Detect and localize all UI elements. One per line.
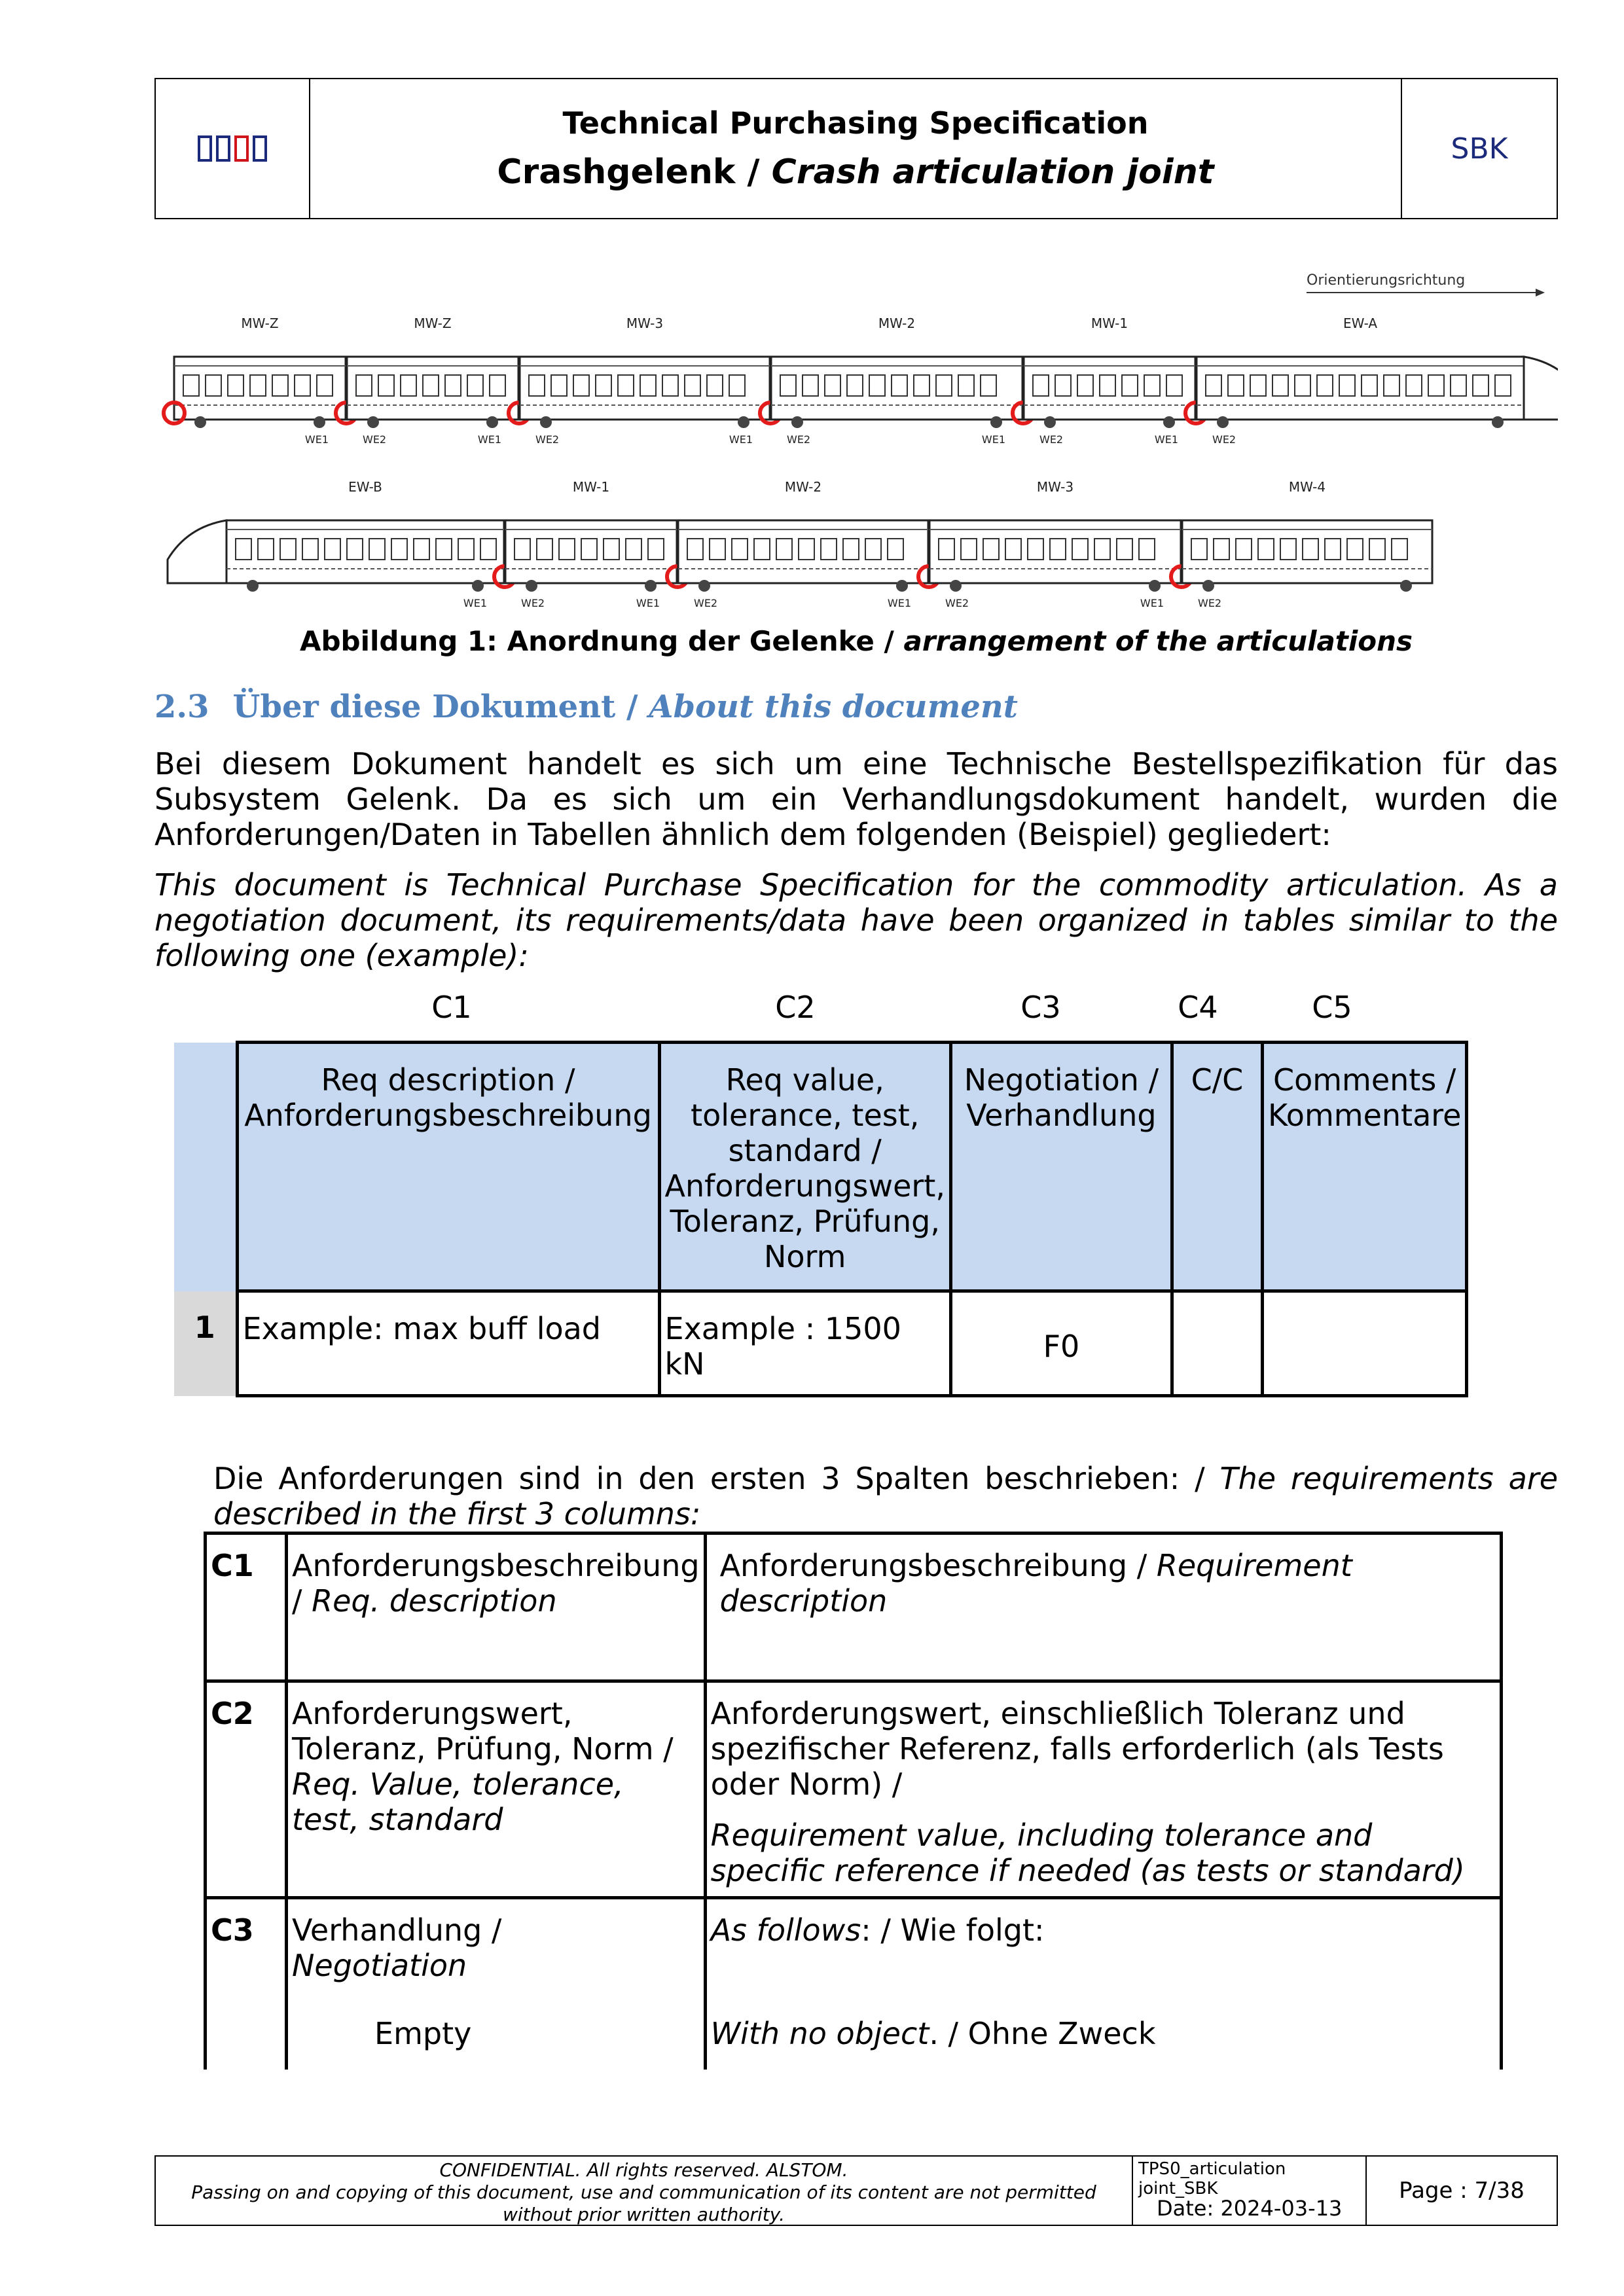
paragraph-de: Bei diesem Dokument handelt es sich um eine Technische Bestellspezifikation für das Subsystem Gelenk. Da es sich um ein Verhandlungsdokument handelt, wurden die Anforderungen/Daten in Tabellen ähnlich dem folgenden (Beispiel) gegliedert: — [154, 746, 1558, 852]
joint-label: WE1 — [1140, 597, 1164, 609]
car-window — [436, 539, 452, 560]
wheel — [645, 580, 657, 592]
joint-label: WE2 — [521, 597, 545, 609]
car-window — [843, 539, 859, 560]
joint-label: WE2 — [787, 433, 811, 446]
paragraph-en: This document is Technical Purchase Specification for the commodity articulation. As a negotiation document, its requirements/data have been organized in tables similar to the following one (example): — [154, 867, 1558, 973]
train-upper — [164, 315, 1558, 446]
car-window — [1100, 375, 1115, 396]
joint-label: WE1 — [477, 433, 501, 446]
car-window — [228, 375, 244, 396]
wheel — [950, 580, 962, 592]
car-window — [710, 539, 725, 560]
car-window — [1139, 539, 1155, 560]
car-label: MW-1 — [1091, 315, 1128, 331]
car-window — [1392, 539, 1407, 560]
car-window — [1072, 539, 1088, 560]
car-window — [1280, 539, 1296, 560]
table-row — [174, 1291, 1467, 1396]
column-description-table — [204, 1532, 1503, 2070]
car-window — [317, 375, 333, 396]
example-requirement-table — [174, 1041, 1468, 1397]
car-window — [1122, 375, 1138, 396]
car-window — [1347, 539, 1363, 560]
page-number: Page : 7/38 — [1399, 2178, 1525, 2204]
car-window — [414, 539, 429, 560]
car-window — [1077, 375, 1093, 396]
wheel — [698, 580, 710, 592]
car-label: MW-1 — [572, 479, 610, 495]
wheel — [247, 580, 259, 592]
car-window — [559, 539, 575, 560]
cab-nose — [168, 520, 226, 583]
column-name-en: Req. description — [312, 1583, 557, 1619]
car-window — [272, 375, 288, 396]
joint-label: WE2 — [363, 433, 387, 446]
cell-c4 — [1172, 1291, 1262, 1396]
header-req-value: Req value, tolerance, test, standard / Anforderungswert, Toleranz, Prüfung, Norm — [659, 1043, 950, 1291]
car-window — [302, 539, 318, 560]
car-window — [1406, 375, 1422, 396]
cab-nose — [1524, 357, 1558, 420]
column-description — [705, 1681, 1501, 1898]
car-window — [1369, 539, 1385, 560]
table-header-row — [174, 1043, 1467, 1291]
car-window — [551, 375, 567, 396]
joint-label: WE1 — [1154, 433, 1178, 446]
column-name-en: Negotiation — [292, 1948, 467, 1983]
section-heading — [154, 689, 1018, 725]
row-number: 1 — [174, 1291, 237, 1396]
column-name-de: Anforderungswert, Toleranz, Prüfung, Norm / — [292, 1696, 674, 1767]
car-window — [729, 375, 745, 396]
table-row — [206, 1898, 1502, 2070]
logo-square-red — [234, 135, 249, 162]
section-title-de: Über diese Dokument / — [232, 689, 649, 725]
car-window — [1005, 539, 1021, 560]
column-label: C3 — [1020, 990, 1061, 1025]
car-window — [936, 375, 952, 396]
car-window — [892, 375, 907, 396]
car-window — [604, 539, 619, 560]
car-window — [685, 375, 700, 396]
car-window — [1144, 375, 1160, 396]
figure-caption — [154, 625, 1558, 657]
page-header — [154, 78, 1558, 219]
train-diagram — [154, 259, 1558, 612]
car-window — [1228, 375, 1244, 396]
column-name-en: Req. Value, tolerance, test, standard — [292, 1767, 624, 1837]
wheel — [1217, 416, 1229, 428]
column-description-en: Requirement description — [719, 1548, 1352, 1619]
column-name — [287, 1534, 706, 1681]
car-window — [490, 375, 505, 396]
car-window — [581, 539, 597, 560]
car-window — [869, 375, 885, 396]
wheel — [1163, 416, 1175, 428]
column-id: C1 — [206, 1534, 287, 1681]
car-window — [732, 539, 748, 560]
wheel — [738, 416, 749, 428]
figure-caption-de: Abbildung 1: Anordnung der Gelenke / — [299, 625, 904, 657]
car-window — [1451, 375, 1466, 396]
car-window — [648, 539, 664, 560]
table-row — [206, 1681, 1502, 1898]
car-window — [1050, 539, 1066, 560]
train-lower — [168, 479, 1432, 609]
car-window — [1362, 375, 1377, 396]
car-window — [1236, 539, 1252, 560]
car-window — [1258, 539, 1274, 560]
wheel — [540, 416, 552, 428]
joint-label: WE2 — [535, 433, 560, 446]
header-comments: Comments / Kommentare — [1262, 1043, 1467, 1291]
document-name: TPS0_articulation joint_SBK — [1138, 2159, 1286, 2198]
joint-label: WE2 — [1198, 597, 1222, 609]
negotiation-option-de: . / Ohne Zweck — [929, 2016, 1156, 2051]
wheel — [791, 416, 803, 428]
car-window — [618, 375, 634, 396]
joint-label: WE2 — [694, 597, 718, 609]
joint-label: WE2 — [945, 597, 969, 609]
wheel — [1202, 580, 1214, 592]
car-label: EW-B — [348, 479, 382, 495]
car-window — [1495, 375, 1511, 396]
column-label: C2 — [775, 990, 816, 1025]
wheel — [314, 416, 325, 428]
car-window — [626, 539, 641, 560]
car-window — [423, 375, 439, 396]
car-window — [662, 375, 678, 396]
car-window — [1214, 539, 1229, 560]
columns-intro-de: Die Anforderungen sind in den ersten 3 Spalten beschrieben: / — [213, 1461, 1220, 1496]
car-label: MW-3 — [1036, 479, 1074, 495]
wheel — [194, 416, 206, 428]
header-cc: C/C — [1172, 1043, 1262, 1291]
car-window — [467, 375, 483, 396]
wheel — [367, 416, 379, 428]
car-window — [596, 375, 611, 396]
car-window — [401, 375, 416, 396]
confidentiality-notice — [156, 2157, 1133, 2225]
car-window — [325, 539, 340, 560]
joint-label: WE1 — [463, 597, 487, 609]
page-footer — [154, 2155, 1558, 2226]
car-window — [378, 375, 394, 396]
car-window — [780, 375, 796, 396]
car-window — [1250, 375, 1266, 396]
column-id: C2 — [206, 1681, 287, 1898]
car-window — [206, 375, 221, 396]
wheel — [990, 416, 1002, 428]
car-window — [1295, 375, 1310, 396]
articulation-figure — [154, 259, 1558, 612]
alstom-logo — [156, 79, 310, 218]
wheel — [1044, 416, 1056, 428]
car-window — [958, 375, 974, 396]
car-label: MW-4 — [1288, 479, 1326, 495]
car-label: MW-Z — [414, 315, 452, 331]
column-name-de: Anforderungsbeschreibung / — [292, 1548, 700, 1619]
car-window — [514, 539, 530, 560]
confidential-line: CONFIDENTIAL. All rights reserved. ALSTOM. — [439, 2159, 848, 2181]
car-window — [939, 539, 954, 560]
joint-label: WE1 — [304, 433, 329, 446]
doc-subject-en: Crash articulation joint — [771, 152, 1214, 192]
cell-c5 — [1262, 1291, 1467, 1396]
car-window — [1428, 375, 1444, 396]
column-id: C3 — [206, 1898, 287, 2070]
car-window — [888, 539, 903, 560]
car-window — [236, 539, 251, 560]
car-window — [825, 375, 840, 396]
column-description-en: As follows — [710, 1912, 861, 1948]
car-window — [865, 539, 881, 560]
column-name — [287, 1681, 706, 1898]
car-window — [776, 539, 792, 560]
direction-label: Orientierungsrichtung — [1307, 272, 1466, 289]
car-window — [961, 539, 977, 560]
joint-label: WE2 — [1039, 433, 1064, 446]
wheel — [1149, 580, 1161, 592]
logo-square — [253, 135, 267, 162]
confidential-line: without prior written authority. — [502, 2204, 785, 2225]
car-window — [1325, 539, 1341, 560]
car-window — [914, 375, 929, 396]
car-window — [1303, 539, 1318, 560]
column-label: C5 — [1312, 990, 1352, 1025]
wheel — [896, 580, 908, 592]
column-description-en: Requirement value, including tolerance and specific reference if needed (as tests or standard) — [710, 1818, 1465, 1888]
logo-square — [216, 135, 230, 162]
cell-c3: F0 — [950, 1291, 1172, 1396]
car-window — [1206, 375, 1221, 396]
column-description-de: : / Wie folgt: — [861, 1912, 1045, 1948]
car-window — [983, 539, 999, 560]
car-label: MW-2 — [784, 479, 822, 495]
car-window — [1272, 375, 1288, 396]
car-window — [1094, 539, 1110, 560]
wheel — [1400, 580, 1412, 592]
joint-label: WE1 — [887, 597, 911, 609]
car-window — [1055, 375, 1071, 396]
joint-label: WE1 — [981, 433, 1005, 446]
doc-subject-title — [497, 152, 1214, 192]
car-window — [369, 539, 385, 560]
car-window — [1117, 539, 1132, 560]
header-req-description: Req description / Anforderungsbeschreibung — [237, 1043, 659, 1291]
direction-arrow-head — [1536, 289, 1545, 296]
wheel — [1492, 416, 1504, 428]
doc-type-title: Technical Purchasing Specification — [562, 105, 1149, 141]
project-code: SBK — [1451, 132, 1508, 166]
car-window — [981, 375, 996, 396]
wheel — [526, 580, 537, 592]
car-window — [347, 539, 363, 560]
car-window — [391, 539, 407, 560]
table-corner — [174, 1043, 237, 1291]
cell-c1: Example: max buff load — [237, 1291, 659, 1396]
negotiation-option-en: With no object — [710, 2016, 929, 2051]
car-window — [1384, 375, 1399, 396]
car-window — [250, 375, 266, 396]
cell-c2: Example : 1500 kN — [659, 1291, 950, 1396]
car-window — [280, 539, 296, 560]
wheel — [472, 580, 484, 592]
column-name-de: Verhandlung / — [292, 1912, 502, 1948]
car-window — [529, 375, 545, 396]
document-date: Date: 2024-03-13 — [1157, 2196, 1343, 2221]
car-window — [799, 539, 814, 560]
logo-square — [198, 135, 212, 162]
car-window — [1033, 375, 1049, 396]
car-window — [356, 375, 372, 396]
joint-label: WE2 — [1212, 433, 1236, 446]
section-title-en: About this document — [649, 689, 1018, 725]
car-window — [1339, 375, 1355, 396]
column-label: C1 — [431, 990, 472, 1025]
doc-subject-de: Crashgelenk / — [497, 152, 772, 192]
header-title-block — [310, 79, 1402, 218]
car-window — [258, 539, 274, 560]
column-name — [287, 1898, 706, 2070]
car-window — [687, 539, 703, 560]
car-window — [1473, 375, 1489, 396]
car-window — [480, 539, 496, 560]
car-window — [573, 375, 589, 396]
car-window — [445, 375, 461, 396]
header-negotiation: Negotiation / Verhandlung — [950, 1043, 1172, 1291]
car-window — [803, 375, 818, 396]
columns-intro — [213, 1461, 1558, 1532]
car-window — [821, 539, 837, 560]
car-window — [1028, 539, 1043, 560]
wheel — [486, 416, 498, 428]
car-window — [183, 375, 199, 396]
column-description-de: Anforderungswert, einschließlich Toleranz und spezifischer Referenz, falls erforderlich (als Tests oder Norm) / — [710, 1696, 1444, 1802]
document-info — [1133, 2157, 1367, 2225]
columns-intro-en: The requirements are described in the first 3 columns: — [213, 1461, 1559, 1532]
car-label: MW-2 — [878, 315, 916, 331]
column-description — [705, 1898, 1501, 2070]
confidential-line: Passing on and copying of this document, use and communication of its content are not permitted — [191, 2181, 1096, 2203]
car-label: EW-A — [1343, 315, 1378, 331]
car-window — [640, 375, 656, 396]
column-label: C4 — [1178, 990, 1218, 1025]
negotiation-option-name: Empty — [374, 2016, 472, 2051]
car-window — [847, 375, 863, 396]
car-window — [537, 539, 552, 560]
column-description-de: Anforderungsbeschreibung / — [719, 1548, 1157, 1583]
car-window — [295, 375, 310, 396]
table-row — [206, 1534, 1502, 1681]
car-window — [1317, 375, 1333, 396]
column-description — [705, 1534, 1501, 1681]
section-number: 2.3 — [154, 689, 209, 725]
car-label: MW-3 — [626, 315, 664, 331]
car-window — [1166, 375, 1182, 396]
joint-label: WE1 — [636, 597, 660, 609]
figure-caption-en: arrangement of the articulations — [903, 625, 1413, 657]
car-window — [707, 375, 723, 396]
car-window — [1191, 539, 1207, 560]
joint-label: WE1 — [729, 433, 753, 446]
car-window — [754, 539, 770, 560]
car-window — [458, 539, 474, 560]
car-label: MW-Z — [241, 315, 279, 331]
